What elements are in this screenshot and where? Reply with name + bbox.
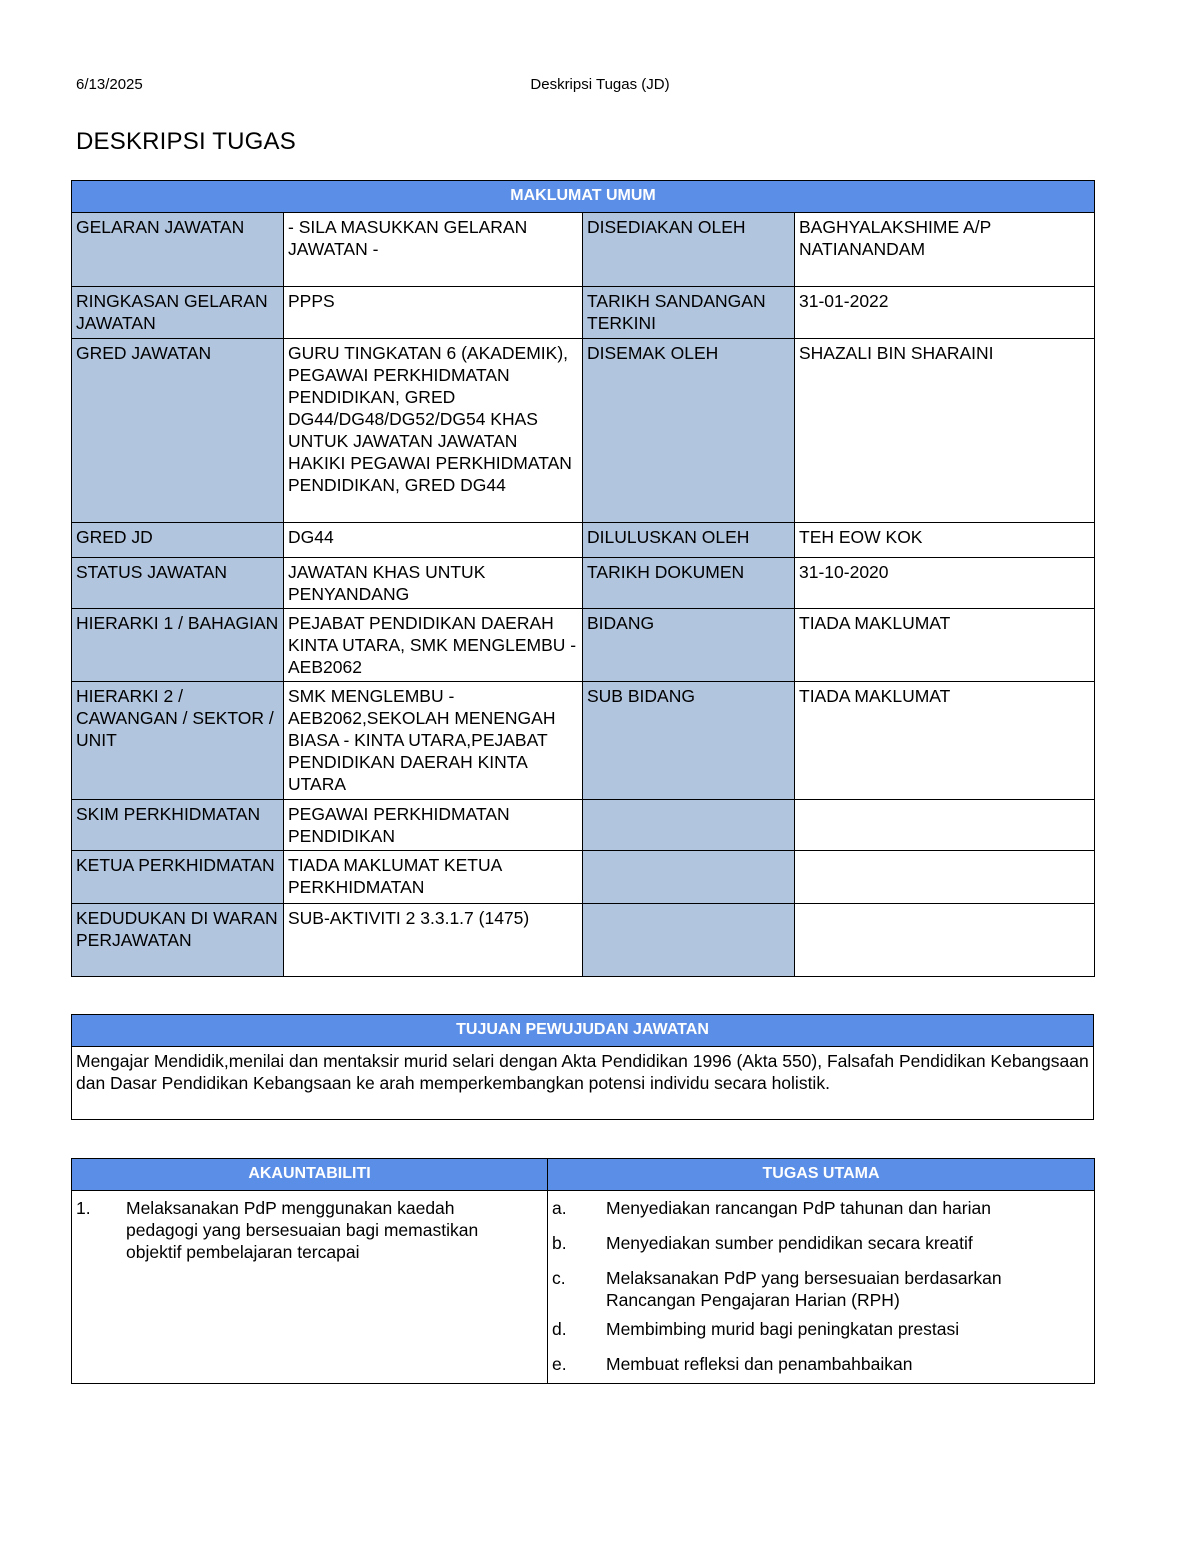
field-value: SHAZALI BIN SHARAINI [795, 339, 1095, 523]
tujuan-table [71, 1014, 1094, 1120]
duty-letter: e. [552, 1354, 567, 1374]
field-value: BAGHYALAKSHIME A/P NATIANANDAM [795, 213, 1095, 287]
field-label: KETUA PERKHIDMATAN [72, 851, 284, 904]
duty-item [552, 1197, 1090, 1232]
akauntabiliti-table [71, 1158, 1095, 1384]
duty-item [552, 1232, 1090, 1267]
maklumat-umum-table [71, 180, 1095, 977]
akauntabiliti-heading: AKAUNTABILITI [72, 1159, 548, 1191]
duty-letter: b. [552, 1233, 567, 1253]
field-value: PEJABAT PENDIDIKAN DAERAH KINTA UTARA, SMK MENGLEMBU - AEB2062 [284, 609, 583, 682]
field-value: DG44 [284, 523, 583, 558]
document-title: DESKRIPSI TUGAS [76, 128, 296, 155]
duty-letter: c. [552, 1268, 566, 1288]
field-label: GELARAN JAWATAN [72, 213, 284, 287]
field-label: DILULUSKAN OLEH [583, 523, 795, 558]
field-label: GRED JAWATAN [72, 339, 284, 523]
maklumat-umum-heading: MAKLUMAT UMUM [72, 181, 1095, 213]
field-label: HIERARKI 1 / BAHAGIAN [72, 609, 284, 682]
field-value [795, 851, 1095, 904]
field-label: DISEDIAKAN OLEH [583, 213, 795, 287]
duty-item [552, 1353, 1090, 1379]
duty-text: Menyediakan rancangan PdP tahunan dan harian [606, 1198, 991, 1218]
duty-text: Membuat refleksi dan penambahbaikan [606, 1354, 913, 1374]
field-label: RINGKASAN GELARAN JAWATAN [72, 287, 284, 339]
field-label [583, 904, 795, 977]
tujuan-heading: TUJUAN PEWUJUDAN JAWATAN [72, 1015, 1094, 1047]
field-label: DISEMAK OLEH [583, 339, 795, 523]
duty-item [552, 1267, 1090, 1318]
duty-text: Melaksanakan PdP yang bersesuaian berdasarkan Rancangan Pengajaran Harian (RPH) [606, 1268, 1002, 1310]
print-date: 6/13/2025 [76, 76, 143, 93]
duty-text: Membimbing murid bagi peningkatan prestasi [606, 1319, 960, 1339]
tujuan-text: Mengajar Mendidik,menilai dan mentaksir murid selari dengan Akta Pendidikan 1996 (Akta 550), Falsafah Pendidikan Kebangsaan dan Dasar Pendidikan Kebangsaan ke arah memperkembangkan potensi individu secara holistik. [72, 1047, 1094, 1120]
duty-letter: a. [552, 1198, 567, 1218]
field-label: KEDUDUKAN DI WARAN PERJAWATAN [72, 904, 284, 977]
field-value: JAWATAN KHAS UNTUK PENYANDANG [284, 558, 583, 609]
field-value: TEH EOW KOK [795, 523, 1095, 558]
field-value: 31-10-2020 [795, 558, 1095, 609]
duty-letter: d. [552, 1319, 567, 1339]
field-value: GURU TINGKATAN 6 (AKADEMIK), PEGAWAI PERKHIDMATAN PENDIDIKAN, GRED DG44/DG48/DG52/DG54 KHAS UNTUK JAWATAN JAWATAN HAKIKI PEGAWAI PERKHIDMATAN PENDIDIKAN, GRED DG44 [284, 339, 583, 523]
field-value [795, 800, 1095, 851]
field-label: STATUS JAWATAN [72, 558, 284, 609]
field-label: TARIKH SANDANGAN TERKINI [583, 287, 795, 339]
field-label: SKIM PERKHIDMATAN [72, 800, 284, 851]
field-value: PEGAWAI PERKHIDMATAN PENDIDIKAN [284, 800, 583, 851]
field-label: HIERARKI 2 / CAWANGAN / SEKTOR / UNIT [72, 682, 284, 800]
print-header-title: Deskripsi Tugas (JD) [530, 76, 670, 93]
field-label: SUB BIDANG [583, 682, 795, 800]
field-value: PPPS [284, 287, 583, 339]
field-label [583, 851, 795, 904]
field-value: TIADA MAKLUMAT [795, 682, 1095, 800]
field-value: SMK MENGLEMBU - AEB2062,SEKOLAH MENENGAH BIASA - KINTA UTARA,PEJABAT PENDIDIKAN DAERAH KINTA UTARA [284, 682, 583, 800]
field-label: BIDANG [583, 609, 795, 682]
accountability-number: 1. [76, 1198, 91, 1218]
field-label: TARIKH DOKUMEN [583, 558, 795, 609]
field-label: GRED JD [72, 523, 284, 558]
field-value: TIADA MAKLUMAT KETUA PERKHIDMATAN [284, 851, 583, 904]
accountability-text: Melaksanakan PdP menggunakan kaedah pedagogi yang bersesuaian bagi memastikan objektif pembelajaran tercapai [126, 1198, 479, 1262]
field-value: SUB-AKTIVITI 2 3.3.1.7 (1475) [284, 904, 583, 977]
field-value: TIADA MAKLUMAT [795, 609, 1095, 682]
field-value [795, 904, 1095, 977]
tugas-utama-heading: TUGAS UTAMA [548, 1159, 1095, 1191]
duty-item [552, 1318, 1090, 1353]
field-value: - SILA MASUKKAN GELARAN JAWATAN - [284, 213, 583, 287]
field-value: 31-01-2022 [795, 287, 1095, 339]
duty-text: Menyediakan sumber pendidikan secara kreatif [606, 1233, 973, 1253]
accountability-item [72, 1191, 548, 1384]
field-label [583, 800, 795, 851]
duty-list [548, 1191, 1095, 1384]
